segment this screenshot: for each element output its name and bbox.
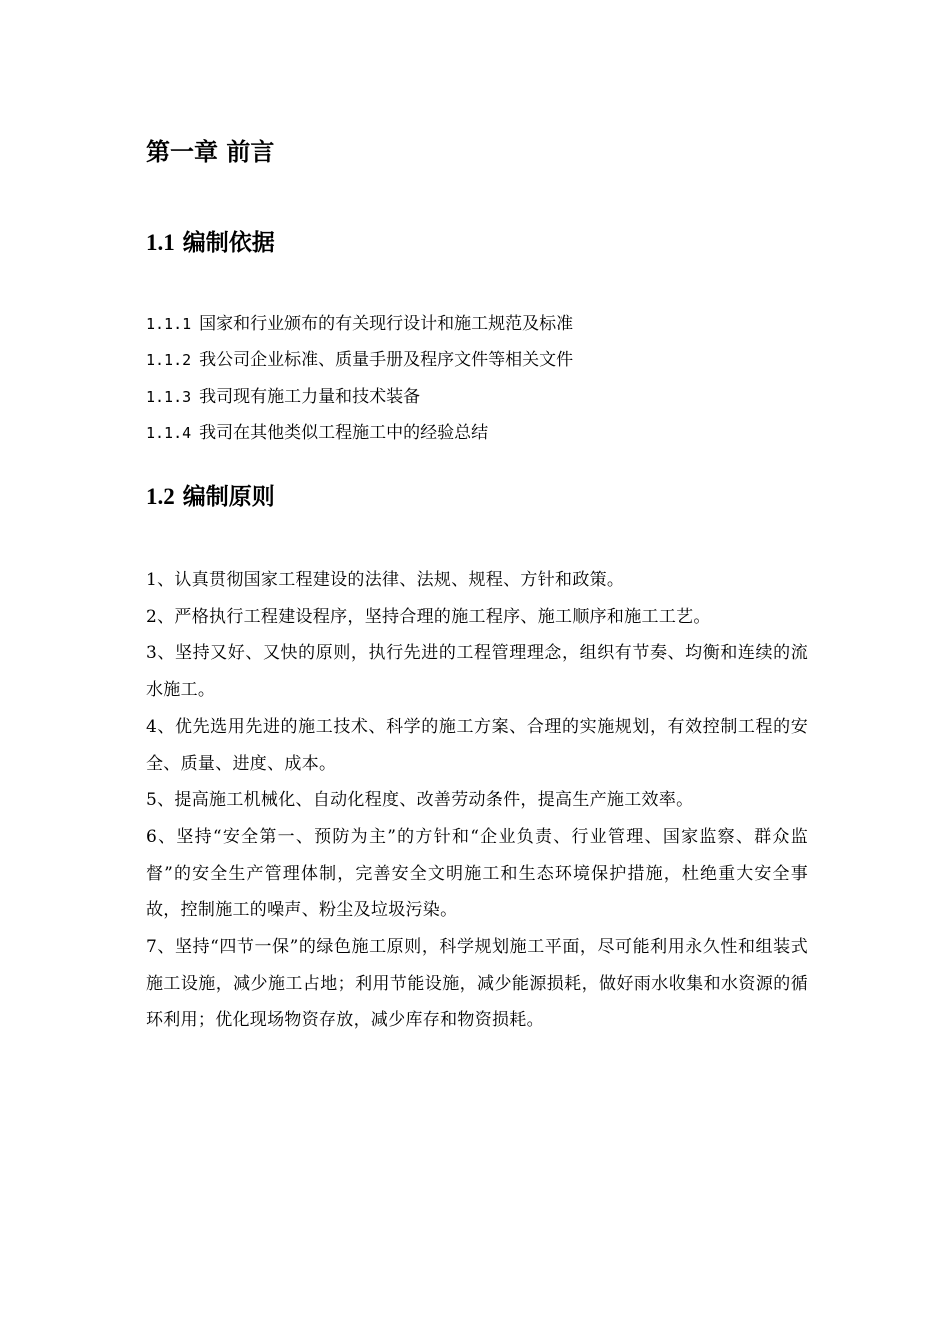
principle-list xyxy=(146,562,808,1039)
basis-item-number: 1.1.3 xyxy=(146,387,192,406)
principle-item: 7、坚持“四节一保”的绿色施工原则，科学规划施工平面，尽可能利用永久性和组装式施工设施，减少施工占地；利用节能设施，减少能源损耗，做好雨水收集和水资源的循环利用；优化现场物资存放，减少库存和物资损耗。 xyxy=(146,937,808,1031)
basis-item-text: 我司在其他类似工程施工中的经验总结 xyxy=(199,422,489,443)
basis-item-text: 我公司企业标准、质量手册及程序文件等相关文件 xyxy=(199,350,574,371)
section-1-1-title: 编制依据 xyxy=(182,229,275,256)
basis-item xyxy=(146,379,573,415)
basis-item-text: 国家和行业颁布的有关现行设计和施工规范及标准 xyxy=(199,314,574,334)
section-1-2-title: 编制原则 xyxy=(182,483,275,510)
principle-item: 1、认真贯彻国家工程建设的法律、法规、规程、方针和政策。 xyxy=(146,570,625,590)
principle-item: 2、严格执行工程建设程序，坚持合理的施工程序、施工顺序和施工工艺。 xyxy=(146,606,711,627)
basis-item-number: 1.1.2 xyxy=(146,351,192,370)
basis-item-number: 1.1.4 xyxy=(146,423,192,442)
principle-item: 3、坚持又好、又快的原则，执行先进的工程管理理念，组织有节奏、均衡和连续的流水施工。 xyxy=(146,643,808,701)
basis-item-text: 我司现有施工力量和技术装备 xyxy=(199,386,421,407)
principle-item: 6、坚持“安全第一、预防为主”的方针和“企业负责、行业管理、国家监察、群众监督”的安全生产管理体制，完善安全文明施工和生态环境保护措施，杜绝重大安全事故，控制施工的噪声、粉尘及垃圾污染。 xyxy=(146,826,808,921)
section-1-2-number: 1.2 xyxy=(146,484,175,509)
section-1-1-heading xyxy=(146,226,275,260)
basis-item-number: 1.1.1 xyxy=(146,315,192,333)
basis-item xyxy=(146,306,573,342)
principle-item: 5、提高施工机械化、自动化程度、改善劳动条件，提高生产施工效率。 xyxy=(146,790,694,811)
basis-item xyxy=(146,342,573,378)
chapter-title: 第一章 前言 xyxy=(146,137,275,166)
section-1-2-heading xyxy=(146,480,275,514)
basis-item xyxy=(146,415,573,451)
principle-item: 4、优先选用先进的施工技术、科学的施工方案、合理的实施规划，有效控制工程的安全、质量、进度、成本。 xyxy=(146,716,808,774)
basis-list xyxy=(146,306,573,451)
section-1-1-number: 1.1 xyxy=(146,230,175,255)
